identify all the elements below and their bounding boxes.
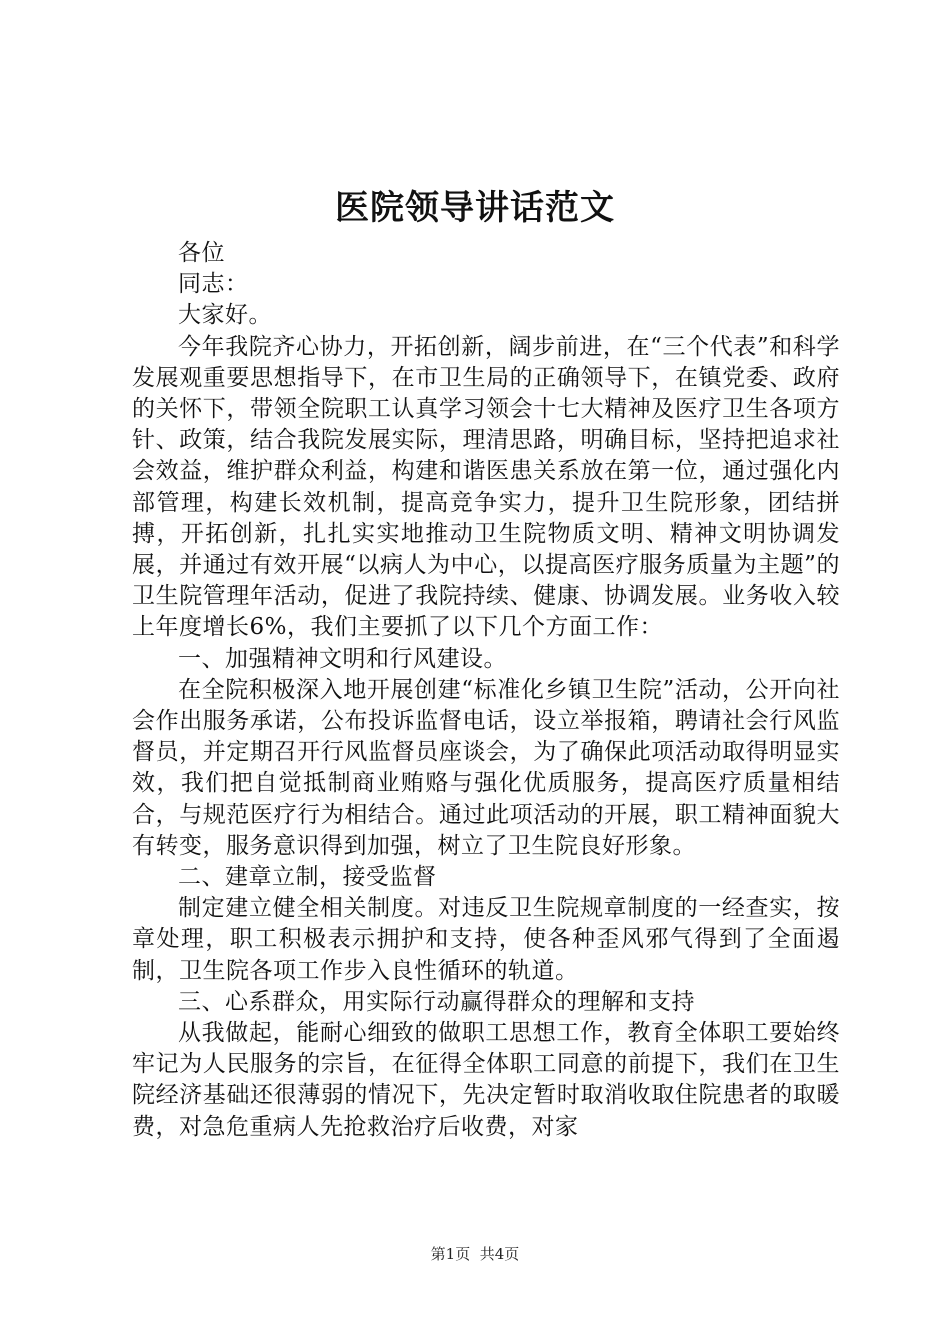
section-paragraph-2: 制定建立健全相关制度。对违反卫生院规章制度的一经查实，按章处理，职工积极表示拥护和支持，使各种歪风邪气得到了全面遏制，卫生院各项工作步入良性循环的轨道。	[132, 895, 840, 984]
section-heading-1: 一、加强精神文明和行风建设。	[178, 645, 507, 672]
document-body	[132, 238, 840, 1143]
greeting-line: 大家好。	[178, 302, 272, 329]
page-total: 共4页	[479, 1245, 520, 1263]
page-footer	[0, 1244, 950, 1264]
page-number: 第1页	[430, 1245, 471, 1263]
salutation-line-1: 各位	[178, 240, 225, 266]
section-paragraph-3: 从我做起，能耐心细致的做职工思想工作，教育全体职工要始终牢记为人民服务的宗旨，在征得全体职工同意的前提下，我们在卫生院经济基础还很薄弱的情况下，先决定暂时取消收取住院患者的取暖费，对急危重病人先抢救治疗后收费，对家	[132, 1020, 840, 1140]
section-heading-3: 三、心系群众，用实际行动赢得群众的理解和支持	[178, 988, 695, 1015]
section-paragraph-1: 在全院积极深入地开展创建“标准化乡镇卫生院”活动，公开向社会作出服务承诺，公布投诉监督电话，设立举报箱，聘请社会行风监督员，并定期召开行风监督员座谈会，为了确保此项活动取得明显实效，我们把自觉抵制商业贿赂与强化优质服务，提高医疗质量相结合，与规范医疗行为相结合。通过此项活动的开展，职工精神面貌大有转变，服务意识得到加强，树立了卫生院良好形象。	[132, 676, 840, 859]
section-heading-2: 二、建章立制，接受监督	[178, 864, 437, 891]
salutation-line-2: 同志：	[178, 271, 249, 298]
document-title: 医院领导讲话范文	[335, 188, 615, 228]
intro-paragraph: 今年我院齐心协力，开拓创新，阔步前进，在“三个代表”和科学发展观重要思想指导下，在市卫生局的正确领导下，在镇党委、政府的关怀下，带领全院职工认真学习领会十七大精神及医疗卫生各项方针、政策，结合我院发展实际，理清思路，明确目标，坚持把追求社会效益，维护群众利益，构建和谐医患关系放在第一位，通过强化内部管理，构建长效机制，提高竞争实力，提升卫生院形象，团结拼搏，开拓创新，扎扎实实地推动卫生院物质文明、精神文明协调发展，并通过有效开展“以病人为中心，以提高医疗服务质量为主题”的卫生院管理年活动，促进了我院持续、健康、协调发展。业务收入较上年度增长6%，我们主要抓了以下几个方面工作：	[132, 333, 840, 641]
